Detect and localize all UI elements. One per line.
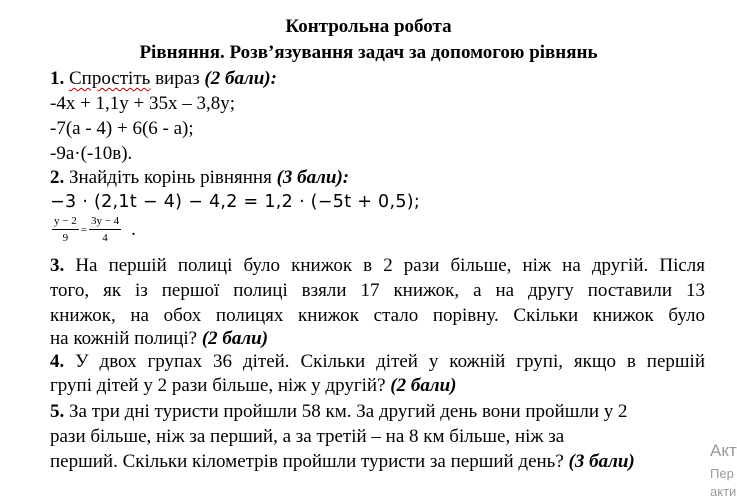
task5-line (50, 401, 628, 423)
task1-item: -7(a - 4) + 6(6 - a); (50, 118, 194, 139)
task2-number: 2. (50, 167, 65, 188)
task2-heading (50, 167, 349, 189)
task4-points: (2 бали) (390, 375, 457, 396)
task1-heading (50, 68, 277, 90)
task3-line: того, як із першої полиці взяли 17 книжок, а на другу поставили 13 (50, 280, 705, 301)
task5-points: (3 бали) (568, 451, 635, 472)
task5-line (50, 451, 635, 473)
task2-text: Знайдіть корінь рівняння (64, 167, 277, 188)
task3-text: на кожній полиці? (50, 328, 202, 349)
task1-item: -4x + 1,1y + 35x – 3,8y; (50, 93, 236, 114)
task1-number: 1. (50, 68, 65, 89)
task3-points: (2 бали) (201, 328, 269, 349)
task4-text: У двох групах 36 дітей. Скільки дітей у кожній групі, якщо в першій (64, 351, 705, 372)
task4-line (50, 375, 456, 397)
task1-points: (2 бали): (204, 68, 277, 89)
equals-sign: = (80, 224, 87, 236)
left-fraction (52, 215, 79, 245)
right-fraction (89, 215, 121, 245)
task4-line (50, 351, 705, 373)
task2-points: (3 бали): (276, 167, 350, 188)
task2-equation-1: −3 ⋅ (2,1t − 4) − 4,2 = 1,2 ⋅ (−5t + 0,5); (50, 192, 421, 212)
task3-text: На першій полиці було книжок в 2 рази більше, ніж на другій. Після (64, 255, 705, 276)
activation-watermark-text: Пер (710, 466, 734, 481)
right-denominator: 4 (102, 232, 108, 244)
left-numerator: y − 2 (52, 215, 79, 230)
task1-item: -9a·(-10в). (50, 143, 133, 164)
task5-number: 5. (50, 401, 65, 422)
task4-text: групі дітей у 2 рази більше, ніж у другій? (50, 375, 391, 396)
task5-line: рази більше, ніж за перший, а за третій – на 8 км більше, ніж за (50, 426, 565, 447)
equation-end: . (131, 219, 136, 240)
task5-text: перший. Скільки кілометрів пройшли туристи за перший день? (50, 451, 569, 472)
document-title: Контрольна робота (285, 16, 452, 37)
document-subtitle: Рівняння. Розв’язування задач за допомогою рівнянь (139, 42, 598, 63)
task4-number: 4. (50, 351, 65, 372)
task3-number: 3. (50, 255, 65, 276)
task3-line (50, 328, 268, 350)
activation-watermark-title: Акт (710, 441, 737, 460)
task3-line (50, 255, 705, 277)
left-denominator: 9 (62, 232, 69, 244)
task2-equation-2 (52, 212, 136, 248)
activation-watermark-text: акти (710, 484, 737, 499)
task1-spellcheck-word: Спростіть (69, 68, 151, 89)
task3-line: книжок, на обох полицях книжок стало порівну. Скільки книжок було (50, 305, 705, 326)
task1-text: вираз (150, 68, 205, 89)
task5-text: За три дні туристи пройшли 58 км. За другий день вони пройшли у 2 (64, 401, 628, 422)
right-numerator: 3y − 4 (89, 215, 121, 230)
